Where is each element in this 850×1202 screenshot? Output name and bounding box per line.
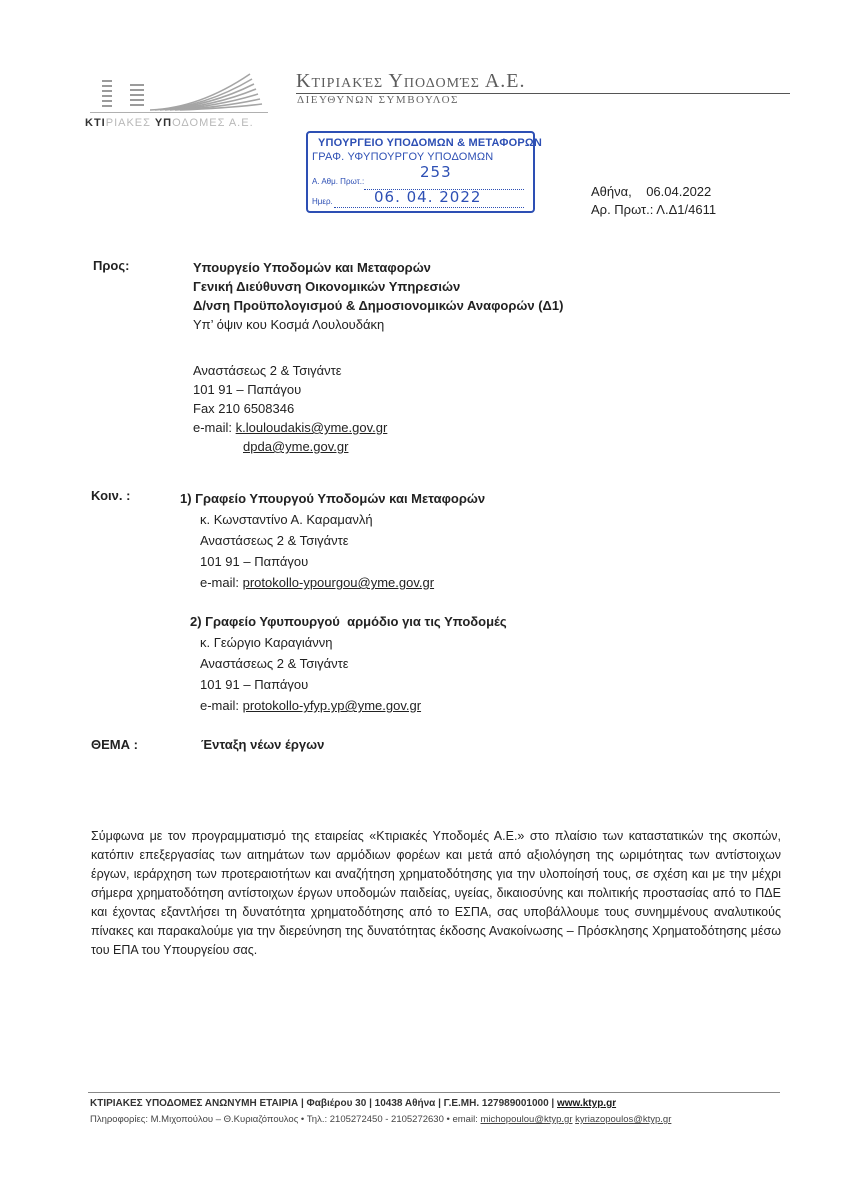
logo-wordmark bbox=[85, 117, 254, 129]
date-block bbox=[591, 183, 716, 219]
logo-wordmark-mid: ΥΠ bbox=[154, 117, 173, 129]
cc-item-2-email-label: e-mail: bbox=[200, 698, 243, 713]
cc-item-1-email-row bbox=[200, 572, 485, 593]
footer-company-line bbox=[90, 1098, 616, 1109]
cc-item-2-address-street: Αναστάσεως 2 & Τσιγάντε bbox=[200, 656, 349, 671]
cc-item-1-title: 1) Γραφείο Υπουργού Υποδομών και Μεταφορών bbox=[180, 491, 486, 506]
recipient-block bbox=[193, 258, 563, 334]
cc-item-2-address-city: 101 91 – Παπάγου bbox=[200, 677, 309, 692]
subject-text: Ένταξη νέων έργων bbox=[201, 737, 325, 752]
company-subtitle: ΔΙΕΥΘΥΝΩΝ ΣΥΜΒΟΥΛΟΣ bbox=[297, 94, 459, 106]
stamp-protocol-number: 253 bbox=[420, 163, 452, 181]
recipient-email-link-1[interactable]: k.louloudakis@yme.gov.gr bbox=[235, 420, 388, 435]
recipient-fax: Fax 210 6508346 bbox=[193, 401, 295, 416]
cc-item-1-address-street: Αναστάσεως 2 & Τσιγάντε bbox=[200, 533, 349, 548]
cc-label: Κοιν. : bbox=[91, 488, 131, 503]
to-label: Προς: bbox=[93, 258, 130, 273]
place-date: Αθήνα, 06.04.2022 bbox=[591, 184, 712, 199]
footer-website-link[interactable]: www.ktyp.gr bbox=[557, 1098, 617, 1109]
body-paragraph: Σύμφωνα με τον προγραμματισμό της εταιρείας «Κτιριακές Υποδομές Α.Ε.» στο πλαίσιο των καταστατικών της σκοπών, κατόπιν επεξεργασίας των αιτημάτων των αρμόδιων φορέων και μετά από αξιολόγηση της ωριμότητας των αντίστοιχων έργων, ιεράρχηση των προτεραιοτήτων και αναζήτηση χρηματοδότησης για την υλοποίησή τους, σε σχέση και με την μέχρι σήμερα χρηματοδότηση αντίστοιχων έργων υποδομών παιδείας, υγείας, δικαιοσύνης και πολιτικής προστασίας από το ΠΔΕ και έχοντας εξαντλήσει τη δυνατότητα χρηματοδότησης από το ΕΣΠΑ, σας υποβάλλουμε τους συνημμένους αναλυτικούς πίνακες και παρακαλούμε για την διερεύνηση της δυνατότητας έκδοσης Ανακοίνωσης – Πρόσκλησης Χρηματοδότησης μέσω του ΕΠΑ του Υπουργείου σας. bbox=[91, 829, 781, 957]
cc-item-2 bbox=[190, 611, 507, 716]
recipient-email-link-2[interactable]: dpda@yme.gov.gr bbox=[243, 439, 349, 454]
cc-item-2-email-link[interactable]: protokollo-yfyp.yp@yme.gov.gr bbox=[242, 698, 422, 713]
company-name: Κτιριακές Υποδομές Α.Ε. bbox=[296, 70, 526, 92]
cc-item-1-person: κ. Κωνσταντίνο Α. Καραμανλή bbox=[200, 512, 373, 527]
recipient-directorate: Γενική Διεύθυνση Οικονομικών Υπηρεσιών bbox=[193, 279, 461, 294]
logo-wordmark-faded: ΡΙΑΚΕΣ bbox=[105, 117, 151, 129]
cc-item-2-email-row bbox=[200, 695, 507, 716]
recipient-email-row-2 bbox=[193, 437, 387, 456]
subject-label: ΘΕΜΑ : bbox=[91, 737, 138, 752]
cc-item-1 bbox=[180, 488, 485, 593]
stamp-line-2: ΓΡΑΦ. ΥΦΥΠΟΥΡΓΟΥ ΥΠΟΔΟΜΩΝ bbox=[312, 151, 494, 163]
footer-email-link-2[interactable]: kyriazopoulos@ktyp.gr bbox=[575, 1114, 672, 1125]
cc-item-1-email-link[interactable]: protokollo-ypourgou@yme.gov.gr bbox=[242, 575, 435, 590]
recipient-ministry: Υπουργείο Υποδομών και Μεταφορών bbox=[193, 260, 431, 275]
recipient-department: Δ/νση Προϋπολογισμού & Δημοσιονομικών Αναφορών (Δ1) bbox=[193, 298, 564, 313]
footer-contact-line bbox=[90, 1114, 671, 1125]
stamp-date-line bbox=[334, 206, 524, 208]
recipient-attention: Υπ’ όψιν κου Κοσμά Λουλουδάκη bbox=[193, 317, 385, 332]
ministry-stamp bbox=[306, 131, 543, 213]
cc-item-1-email-label: e-mail: bbox=[200, 575, 243, 590]
footer-company-info: ΚΤΙΡΙΑΚΕΣ ΥΠΟΔΟΜΕΣ ΑΝΩΝΥΜΗ ΕΤΑΙΡΙΑ | Φαβιέρου 30 | 10438 Αθήνα | Γ.Ε.ΜΗ. 127989001000 | bbox=[90, 1098, 557, 1109]
stamp-date-label: Ημερ. bbox=[312, 197, 333, 206]
stamp-date-value: 06. 04. 2022 bbox=[374, 188, 482, 206]
stamp-line-1: ΥΠΟΥΡΓΕΙΟ ΥΠΟΔΟΜΩΝ & ΜΕΤΑΦΟΡΩΝ bbox=[318, 137, 543, 149]
footer-contact-info: Πληροφορίες: Μ.Μιχοπούλου – Θ.Κυριαζόπουλος • Τηλ.: 2105272450 - 2105272630 • email: bbox=[90, 1114, 481, 1125]
stamp-protocol-label: Α. Αθμ. Πρωτ.: bbox=[312, 177, 365, 186]
cc-item-2-title: 2) Γραφείο Υφυπουργού αρμόδιο για τις Υποδομές bbox=[190, 614, 507, 629]
letter-body bbox=[91, 827, 781, 960]
recipient-address-street: Αναστάσεως 2 & Τσιγάντε bbox=[193, 363, 342, 378]
cc-item-2-person: κ. Γεώργιο Καραγιάννη bbox=[200, 635, 333, 650]
recipient-address-block bbox=[193, 361, 387, 456]
recipient-address-city: 101 91 – Παπάγου bbox=[193, 382, 302, 397]
cc-item-1-address-city: 101 91 – Παπάγου bbox=[200, 554, 309, 569]
recipient-email-label: e-mail: bbox=[193, 420, 236, 435]
logo-wordmark-dark: ΚΤΙ bbox=[85, 117, 106, 129]
footer-email-link-1[interactable]: michopoulou@ktyp.gr bbox=[480, 1114, 573, 1125]
footer-rule bbox=[88, 1092, 780, 1093]
logo-wordmark-faded-2: ΟΔΟΜΕΣ Α.Ε. bbox=[172, 117, 254, 129]
recipient-email-row bbox=[193, 418, 387, 437]
protocol-number: Αρ. Πρωτ.: Λ.Δ1/4611 bbox=[591, 202, 717, 217]
